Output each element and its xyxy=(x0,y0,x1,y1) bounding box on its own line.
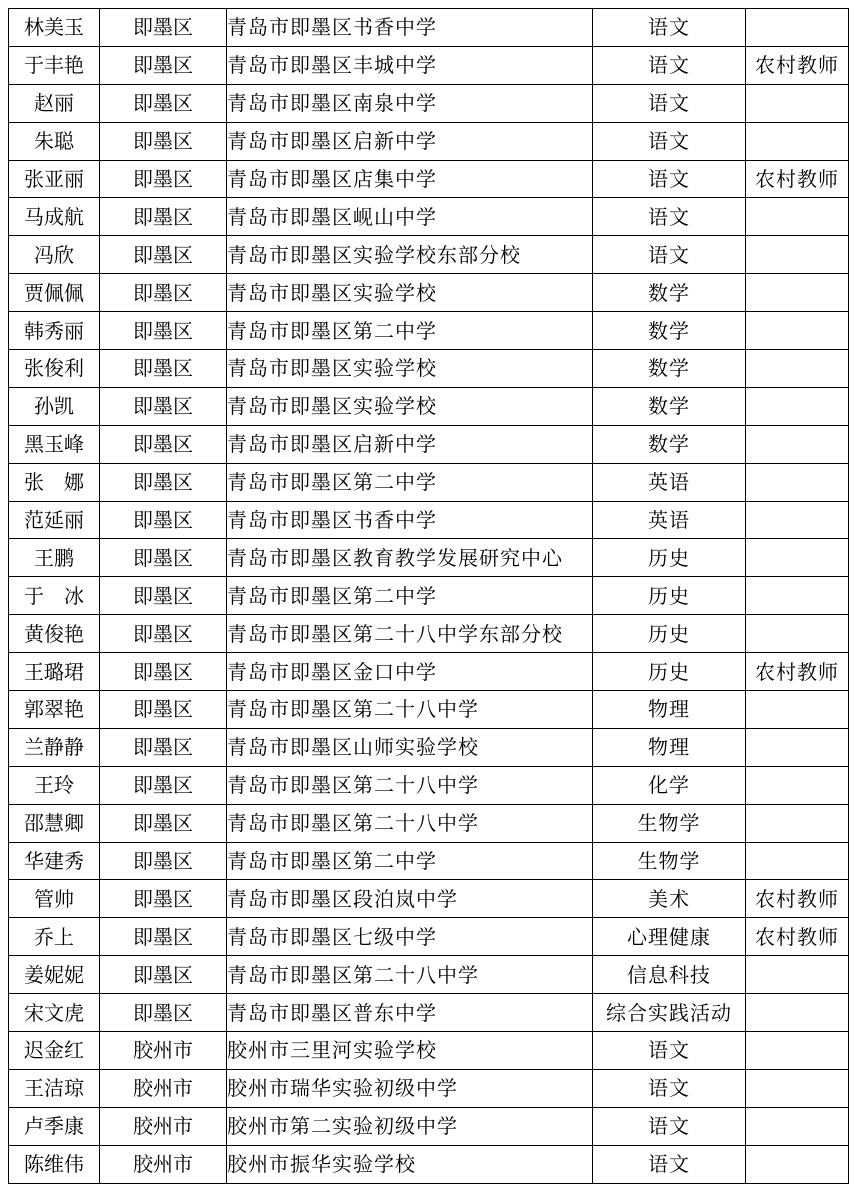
table-row xyxy=(9,236,849,274)
teacher-name-cell: 张俊利 xyxy=(9,350,100,388)
subject-cell: 综合实践活动 xyxy=(593,994,746,1032)
district-cell: 即墨区 xyxy=(100,842,227,880)
school-cell: 青岛市即墨区第二中学 xyxy=(227,463,593,501)
district-cell: 即墨区 xyxy=(100,766,227,804)
subject-cell: 语文 xyxy=(593,160,746,198)
table-row xyxy=(9,728,849,766)
district-cell: 胶州市 xyxy=(100,1032,227,1070)
table-row xyxy=(9,994,849,1032)
teacher-name-cell: 黄俊艳 xyxy=(9,615,100,653)
note-cell xyxy=(746,1145,849,1183)
teacher-name-cell: 黑玉峰 xyxy=(9,425,100,463)
note-cell: 农村教师 xyxy=(746,160,849,198)
district-cell: 即墨区 xyxy=(100,728,227,766)
subject-cell: 语文 xyxy=(593,122,746,160)
table-row xyxy=(9,463,849,501)
teacher-name-cell: 管帅 xyxy=(9,880,100,918)
district-cell: 即墨区 xyxy=(100,350,227,388)
note-cell xyxy=(746,728,849,766)
subject-cell: 语文 xyxy=(593,198,746,236)
district-cell: 即墨区 xyxy=(100,691,227,729)
table-row xyxy=(9,653,849,691)
school-cell: 青岛市即墨区第二中学 xyxy=(227,312,593,350)
note-cell xyxy=(746,425,849,463)
subject-cell: 历史 xyxy=(593,577,746,615)
district-cell: 即墨区 xyxy=(100,46,227,84)
subject-cell: 语文 xyxy=(593,1107,746,1145)
teacher-name-cell: 姜妮妮 xyxy=(9,956,100,994)
table-row xyxy=(9,1069,849,1107)
school-cell: 青岛市即墨区第二中学 xyxy=(227,842,593,880)
table-row xyxy=(9,122,849,160)
subject-cell: 语文 xyxy=(593,9,746,47)
note-cell xyxy=(746,274,849,312)
subject-cell: 信息科技 xyxy=(593,956,746,994)
school-cell: 青岛市即墨区第二十八中学 xyxy=(227,804,593,842)
subject-cell: 语文 xyxy=(593,236,746,274)
school-cell: 青岛市即墨区实验学校 xyxy=(227,350,593,388)
table-row xyxy=(9,956,849,994)
note-cell xyxy=(746,463,849,501)
subject-cell: 数学 xyxy=(593,274,746,312)
table-row xyxy=(9,198,849,236)
table-row xyxy=(9,766,849,804)
district-cell: 即墨区 xyxy=(100,994,227,1032)
school-cell: 青岛市即墨区第二十八中学东部分校 xyxy=(227,615,593,653)
subject-cell: 物理 xyxy=(593,728,746,766)
school-cell: 青岛市即墨区七级中学 xyxy=(227,918,593,956)
note-cell xyxy=(746,577,849,615)
note-cell: 农村教师 xyxy=(746,46,849,84)
table-row xyxy=(9,501,849,539)
teacher-name-cell: 宋文虎 xyxy=(9,994,100,1032)
table-row xyxy=(9,84,849,122)
table-row xyxy=(9,274,849,312)
note-cell xyxy=(746,539,849,577)
teacher-name-cell: 贾佩佩 xyxy=(9,274,100,312)
teacher-name-cell: 于丰艳 xyxy=(9,46,100,84)
district-cell: 即墨区 xyxy=(100,956,227,994)
district-cell: 即墨区 xyxy=(100,804,227,842)
table-row xyxy=(9,46,849,84)
teacher-name-cell: 孙凯 xyxy=(9,387,100,425)
note-cell xyxy=(746,312,849,350)
table-row xyxy=(9,539,849,577)
note-cell xyxy=(746,1032,849,1070)
subject-cell: 语文 xyxy=(593,1145,746,1183)
note-cell xyxy=(746,387,849,425)
note-cell xyxy=(746,994,849,1032)
note-cell xyxy=(746,615,849,653)
teacher-name-cell: 冯欣 xyxy=(9,236,100,274)
school-cell: 青岛市即墨区岘山中学 xyxy=(227,198,593,236)
school-cell: 青岛市即墨区启新中学 xyxy=(227,425,593,463)
roster-body xyxy=(9,9,849,1184)
subject-cell: 物理 xyxy=(593,691,746,729)
teacher-roster-table xyxy=(8,8,849,1184)
teacher-name-cell: 王璐珺 xyxy=(9,653,100,691)
district-cell: 即墨区 xyxy=(100,9,227,47)
district-cell: 即墨区 xyxy=(100,539,227,577)
teacher-name-cell: 张亚丽 xyxy=(9,160,100,198)
note-cell xyxy=(746,804,849,842)
district-cell: 即墨区 xyxy=(100,577,227,615)
district-cell: 即墨区 xyxy=(100,880,227,918)
teacher-name-cell: 朱聪 xyxy=(9,122,100,160)
note-cell xyxy=(746,350,849,388)
teacher-name-cell: 赵丽 xyxy=(9,84,100,122)
school-cell: 青岛市即墨区段泊岚中学 xyxy=(227,880,593,918)
district-cell: 即墨区 xyxy=(100,84,227,122)
teacher-name-cell: 郭翠艳 xyxy=(9,691,100,729)
table-row xyxy=(9,350,849,388)
note-cell xyxy=(746,766,849,804)
note-cell xyxy=(746,956,849,994)
school-cell: 青岛市即墨区教育教学发展研究中心 xyxy=(227,539,593,577)
teacher-name-cell: 乔上 xyxy=(9,918,100,956)
district-cell: 即墨区 xyxy=(100,501,227,539)
subject-cell: 数学 xyxy=(593,387,746,425)
note-cell: 农村教师 xyxy=(746,918,849,956)
subject-cell: 语文 xyxy=(593,46,746,84)
subject-cell: 数学 xyxy=(593,425,746,463)
table-row xyxy=(9,160,849,198)
school-cell: 青岛市即墨区实验学校 xyxy=(227,274,593,312)
note-cell xyxy=(746,84,849,122)
subject-cell: 化学 xyxy=(593,766,746,804)
subject-cell: 生物学 xyxy=(593,842,746,880)
school-cell: 青岛市即墨区南泉中学 xyxy=(227,84,593,122)
note-cell xyxy=(746,198,849,236)
subject-cell: 语文 xyxy=(593,1069,746,1107)
district-cell: 即墨区 xyxy=(100,653,227,691)
school-cell: 青岛市即墨区第二十八中学 xyxy=(227,766,593,804)
teacher-name-cell: 王玲 xyxy=(9,766,100,804)
school-cell: 青岛市即墨区实验学校 xyxy=(227,387,593,425)
teacher-name-cell: 华建秀 xyxy=(9,842,100,880)
district-cell: 胶州市 xyxy=(100,1107,227,1145)
teacher-name-cell: 王鹏 xyxy=(9,539,100,577)
school-cell: 青岛市即墨区启新中学 xyxy=(227,122,593,160)
table-row xyxy=(9,1145,849,1183)
note-cell xyxy=(746,691,849,729)
table-row xyxy=(9,1032,849,1070)
school-cell: 胶州市瑞华实验初级中学 xyxy=(227,1069,593,1107)
district-cell: 即墨区 xyxy=(100,236,227,274)
teacher-name-cell: 韩秀丽 xyxy=(9,312,100,350)
teacher-name-cell: 张 娜 xyxy=(9,463,100,501)
subject-cell: 历史 xyxy=(593,615,746,653)
subject-cell: 英语 xyxy=(593,463,746,501)
district-cell: 即墨区 xyxy=(100,122,227,160)
school-cell: 胶州市三里河实验学校 xyxy=(227,1032,593,1070)
note-cell xyxy=(746,122,849,160)
table-row xyxy=(9,842,849,880)
subject-cell: 语文 xyxy=(593,84,746,122)
teacher-name-cell: 林美玉 xyxy=(9,9,100,47)
teacher-name-cell: 陈维伟 xyxy=(9,1145,100,1183)
note-cell xyxy=(746,1069,849,1107)
note-cell xyxy=(746,842,849,880)
district-cell: 胶州市 xyxy=(100,1069,227,1107)
district-cell: 即墨区 xyxy=(100,312,227,350)
school-cell: 青岛市即墨区金口中学 xyxy=(227,653,593,691)
teacher-name-cell: 王洁琼 xyxy=(9,1069,100,1107)
note-cell xyxy=(746,501,849,539)
school-cell: 青岛市即墨区书香中学 xyxy=(227,9,593,47)
table-row xyxy=(9,387,849,425)
table-row xyxy=(9,615,849,653)
note-cell xyxy=(746,236,849,274)
note-cell: 农村教师 xyxy=(746,880,849,918)
school-cell: 胶州市振华实验学校 xyxy=(227,1145,593,1183)
subject-cell: 心理健康 xyxy=(593,918,746,956)
subject-cell: 数学 xyxy=(593,312,746,350)
subject-cell: 英语 xyxy=(593,501,746,539)
district-cell: 即墨区 xyxy=(100,615,227,653)
school-cell: 青岛市即墨区第二中学 xyxy=(227,577,593,615)
school-cell: 青岛市即墨区普东中学 xyxy=(227,994,593,1032)
table-row xyxy=(9,312,849,350)
note-cell xyxy=(746,9,849,47)
table-row xyxy=(9,9,849,47)
teacher-name-cell: 范延丽 xyxy=(9,501,100,539)
teacher-name-cell: 马成航 xyxy=(9,198,100,236)
district-cell: 即墨区 xyxy=(100,198,227,236)
school-cell: 青岛市即墨区山师实验学校 xyxy=(227,728,593,766)
subject-cell: 数学 xyxy=(593,350,746,388)
table-row xyxy=(9,918,849,956)
district-cell: 即墨区 xyxy=(100,918,227,956)
school-cell: 青岛市即墨区店集中学 xyxy=(227,160,593,198)
teacher-name-cell: 邵慧卿 xyxy=(9,804,100,842)
district-cell: 即墨区 xyxy=(100,274,227,312)
school-cell: 青岛市即墨区第二十八中学 xyxy=(227,691,593,729)
school-cell: 胶州市第二实验初级中学 xyxy=(227,1107,593,1145)
table-row xyxy=(9,425,849,463)
district-cell: 即墨区 xyxy=(100,463,227,501)
table-row xyxy=(9,880,849,918)
subject-cell: 美术 xyxy=(593,880,746,918)
school-cell: 青岛市即墨区丰城中学 xyxy=(227,46,593,84)
district-cell: 即墨区 xyxy=(100,387,227,425)
district-cell: 即墨区 xyxy=(100,160,227,198)
teacher-name-cell: 卢季康 xyxy=(9,1107,100,1145)
table-row xyxy=(9,691,849,729)
subject-cell: 语文 xyxy=(593,1032,746,1070)
note-cell xyxy=(746,1107,849,1145)
district-cell: 即墨区 xyxy=(100,425,227,463)
school-cell: 青岛市即墨区实验学校东部分校 xyxy=(227,236,593,274)
subject-cell: 生物学 xyxy=(593,804,746,842)
table-row xyxy=(9,804,849,842)
teacher-name-cell: 迟金红 xyxy=(9,1032,100,1070)
subject-cell: 历史 xyxy=(593,653,746,691)
teacher-name-cell: 于 冰 xyxy=(9,577,100,615)
note-cell: 农村教师 xyxy=(746,653,849,691)
district-cell: 胶州市 xyxy=(100,1145,227,1183)
subject-cell: 历史 xyxy=(593,539,746,577)
school-cell: 青岛市即墨区第二十八中学 xyxy=(227,956,593,994)
table-row xyxy=(9,1107,849,1145)
table-row xyxy=(9,577,849,615)
school-cell: 青岛市即墨区书香中学 xyxy=(227,501,593,539)
teacher-name-cell: 兰静静 xyxy=(9,728,100,766)
